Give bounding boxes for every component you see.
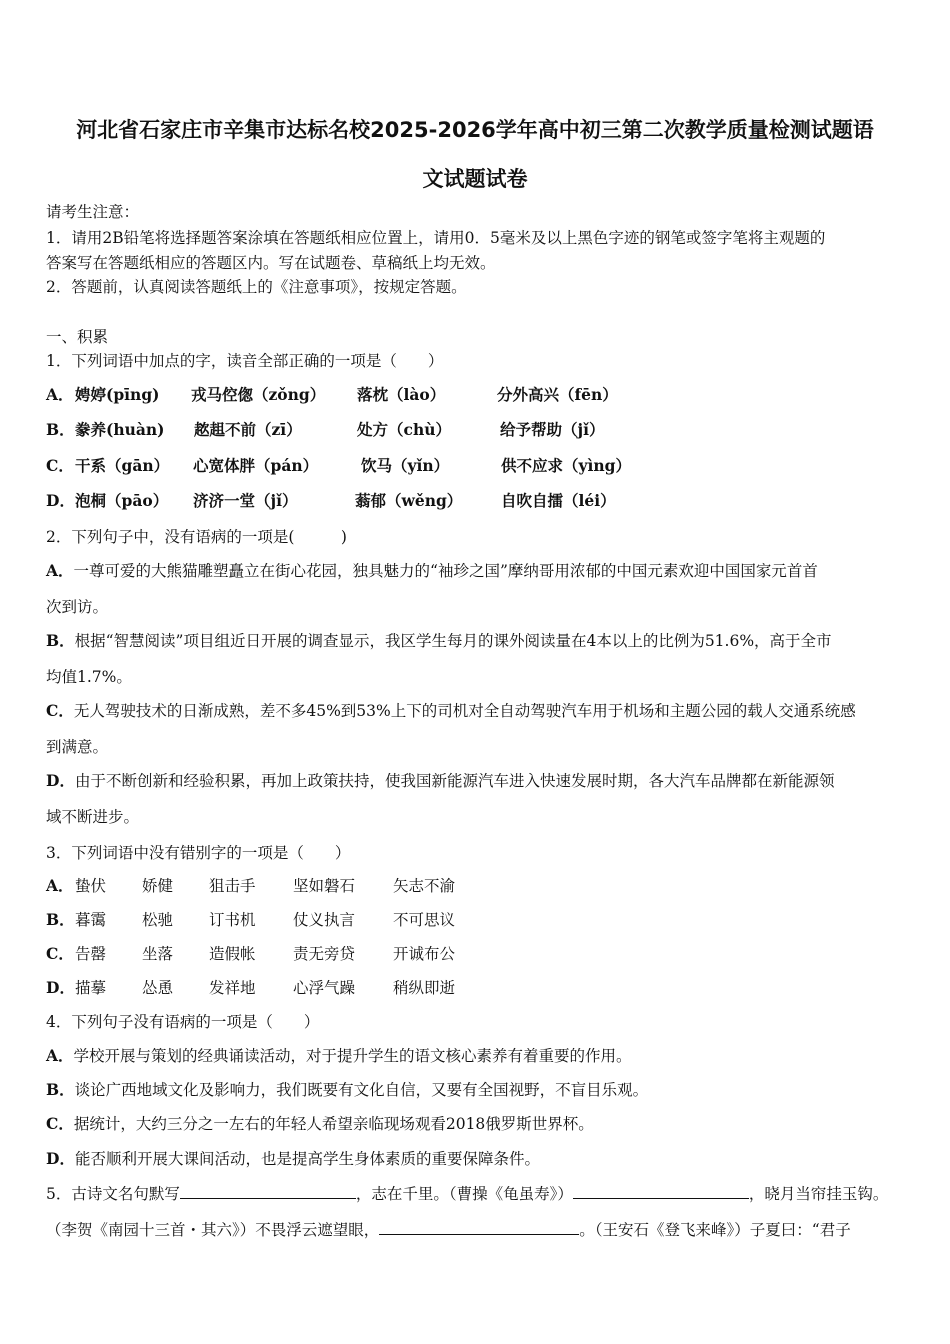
q4-stem: 4．下列句子没有语病的一项是（ ） bbox=[46, 1013, 320, 1031]
q4-option-d-text: 能否顺利开展大课间活动，也是提高学生身体素质的重要保障条件。 bbox=[74, 1150, 540, 1168]
q3-option-b-4: 仗义执言 bbox=[293, 911, 356, 929]
q5-line-1 bbox=[46, 1183, 888, 1204]
q3-option-d-5: 稍纵即逝 bbox=[393, 979, 456, 997]
q3-option-c-1: 告罄 bbox=[75, 945, 107, 963]
q4-option-c-text: 据统计，大约三分之一左右的年轻人希望亲临现场观看2018俄罗斯世界杯。 bbox=[73, 1115, 594, 1133]
notice-item-1-cont: 答案写在答题纸相应的答题区内。写在试题卷、草稿纸上均无效。 bbox=[46, 254, 496, 272]
notice-item-1: 1．请用2B铅笔将选择题答案涂填在答题纸相应位置上，请用0．5毫米及以上黑色字迹的钢笔或签字笔将主观题的 bbox=[46, 229, 826, 247]
q5-text-3: ，晓月当帘挂玉钩。 bbox=[748, 1185, 889, 1203]
q4-option-b-text: 谈论广西地域文化及影响力，我们既要有文化自信，又要有全国视野，不盲目乐观。 bbox=[74, 1081, 649, 1099]
q5-text-5: 。（王安石《登飞来峰》）子夏曰：“君子 bbox=[579, 1221, 851, 1239]
q5-text-2: ，志在千里。（曹操《龟虽寿》） bbox=[355, 1185, 573, 1203]
q5-text-4: （李贺《南园十三首・其六》）不畏浮云遮望眼， bbox=[46, 1221, 380, 1239]
q2-option-d bbox=[46, 771, 834, 791]
q1-option-d-2: 济济一堂（jǐ） bbox=[193, 491, 298, 510]
notice-item-2: 2．答题前，认真阅读答题纸上的《注意事项》，按规定答题。 bbox=[46, 278, 467, 296]
q3-option-label: B． bbox=[46, 910, 75, 929]
section-heading: 一、积累 bbox=[46, 328, 109, 346]
q3-option-label: D． bbox=[46, 978, 75, 997]
q1-option-b-2: 趑趄不前（zī） bbox=[194, 420, 302, 439]
option-label: D． bbox=[46, 1149, 75, 1168]
q3-option-d-3: 发祥地 bbox=[209, 979, 256, 997]
option-label: B． bbox=[46, 631, 75, 650]
q3-option-b-5: 不可思议 bbox=[393, 911, 456, 929]
q1-option-d-1: 泡桐（pāo） bbox=[75, 491, 169, 510]
q2-option-d-cont: 域不断进步。 bbox=[46, 808, 140, 826]
q1-stem: 1．下列词语中加点的字，读音全部正确的一项是（ ） bbox=[46, 352, 444, 370]
q3-option-a-4: 坚如磐石 bbox=[293, 877, 356, 895]
q2-option-a-cont: 次到访。 bbox=[46, 598, 109, 616]
q2-stem: 2．下列句子中，没有语病的一项是( ) bbox=[46, 528, 347, 546]
q3-option-c-2: 坐落 bbox=[142, 945, 174, 963]
q5-blank-2[interactable] bbox=[573, 1183, 749, 1199]
q3-option-c-5: 开诚布公 bbox=[393, 945, 456, 963]
q1-option-a-2: 戎马倥偬（zǒng） bbox=[191, 385, 326, 404]
q1-option-label: D． bbox=[46, 491, 75, 510]
q1-option-c-4: 供不应求（yìng） bbox=[501, 456, 632, 475]
q1-option-label: A． bbox=[46, 385, 74, 404]
q2-option-a bbox=[46, 561, 818, 581]
q1-option-b-1: 豢养(huàn) bbox=[75, 420, 165, 439]
q1-option-a-3: 落枕（lào） bbox=[357, 385, 446, 404]
q1-option-label: B． bbox=[46, 420, 75, 439]
q3-option-d-1: 描摹 bbox=[75, 979, 107, 997]
option-label: D． bbox=[46, 771, 75, 790]
q5-prompt: 5．古诗文名句默写 bbox=[46, 1185, 180, 1203]
q1-option-d-4: 自吹自擂（léi） bbox=[501, 491, 616, 510]
q3-option-a-1: 蛰伏 bbox=[75, 877, 107, 895]
q1-option-b-4: 给予帮助（jǐ） bbox=[500, 420, 605, 439]
q1-option-a-1: 娉婷(pīng) bbox=[75, 385, 160, 404]
q3-option-c-3: 造假帐 bbox=[209, 945, 256, 963]
q3-option-a-2: 娇健 bbox=[142, 877, 174, 895]
option-label: C． bbox=[46, 701, 74, 720]
q3-option-a-3: 狙击手 bbox=[209, 877, 256, 895]
q3-option-d-4: 心浮气躁 bbox=[293, 979, 356, 997]
q2-option-b bbox=[46, 631, 832, 651]
q1-option-d-3: 蓊郁（wěng） bbox=[355, 491, 463, 510]
option-label: B． bbox=[46, 1080, 75, 1099]
q2-option-b-cont: 均值1.7%。 bbox=[46, 668, 132, 686]
q2-option-d-text: 由于不断创新和经验积累，再加上政策扶持，使我国新能源汽车进入快速发展时期，各大汽车品牌都在新能源领 bbox=[74, 772, 835, 790]
q4-option-d bbox=[46, 1149, 540, 1169]
exam-title-line1: 河北省石家庄市辛集市达标名校2025-2026学年高中初三第二次教学质量检测试题语 bbox=[76, 118, 874, 142]
q1-option-c-1: 干系（gān） bbox=[75, 456, 170, 475]
q1-option-c-3: 饮马（yǐn） bbox=[361, 456, 450, 475]
option-label: A． bbox=[46, 1046, 74, 1065]
q1-option-c-2: 心宽体胖（pán） bbox=[193, 456, 319, 475]
q5-line-2 bbox=[46, 1219, 851, 1240]
q2-option-c bbox=[46, 701, 856, 721]
q3-option-b-3: 订书机 bbox=[209, 911, 256, 929]
q3-option-label: C． bbox=[46, 944, 74, 963]
q4-option-b bbox=[46, 1080, 648, 1100]
q3-stem: 3．下列词语中没有错别字的一项是（ ） bbox=[46, 844, 351, 862]
q1-option-b-3: 处方（chù） bbox=[357, 420, 451, 439]
q3-option-b-1: 暮霭 bbox=[75, 911, 107, 929]
q1-option-label: C． bbox=[46, 456, 74, 475]
q2-option-a-text: 一尊可爱的大熊猫雕塑矗立在街心花园，独具魅力的“袖珍之国”摩纳哥用浓郁的中国元素欢迎中国国家元首首 bbox=[73, 562, 818, 580]
q5-blank-1[interactable] bbox=[180, 1183, 356, 1199]
notice-heading: 请考生注意： bbox=[46, 203, 140, 221]
q3-option-c-4: 责无旁贷 bbox=[293, 945, 356, 963]
q4-option-c bbox=[46, 1114, 594, 1134]
q2-option-c-cont: 到满意。 bbox=[46, 738, 109, 756]
q2-option-c-text: 无人驾驶技术的日渐成熟，差不多45%到53%上下的司机对全自动驾驶汽车用于机场和主题公园的载人交通系统感 bbox=[73, 702, 856, 720]
q4-option-a bbox=[46, 1046, 632, 1066]
q5-blank-3[interactable] bbox=[379, 1219, 579, 1235]
q2-option-b-text: 根据“智慧阅读”项目组近日开展的调查显示，我区学生每月的课外阅读量在4本以上的比例为51.6%，高于全市 bbox=[74, 632, 832, 650]
q1-option-a-4: 分外高兴（fēn） bbox=[497, 385, 618, 404]
q3-option-d-2: 怂恿 bbox=[142, 979, 174, 997]
q3-option-label: A． bbox=[46, 876, 74, 895]
exam-title-line2: 文试题试卷 bbox=[422, 167, 528, 191]
q3-option-b-2: 松驰 bbox=[142, 911, 174, 929]
option-label: C． bbox=[46, 1114, 74, 1133]
q3-option-a-5: 矢志不渝 bbox=[393, 877, 456, 895]
q4-option-a-text: 学校开展与策划的经典诵读活动，对于提升学生的语文核心素养有着重要的作用。 bbox=[73, 1047, 632, 1065]
option-label: A． bbox=[46, 561, 74, 580]
